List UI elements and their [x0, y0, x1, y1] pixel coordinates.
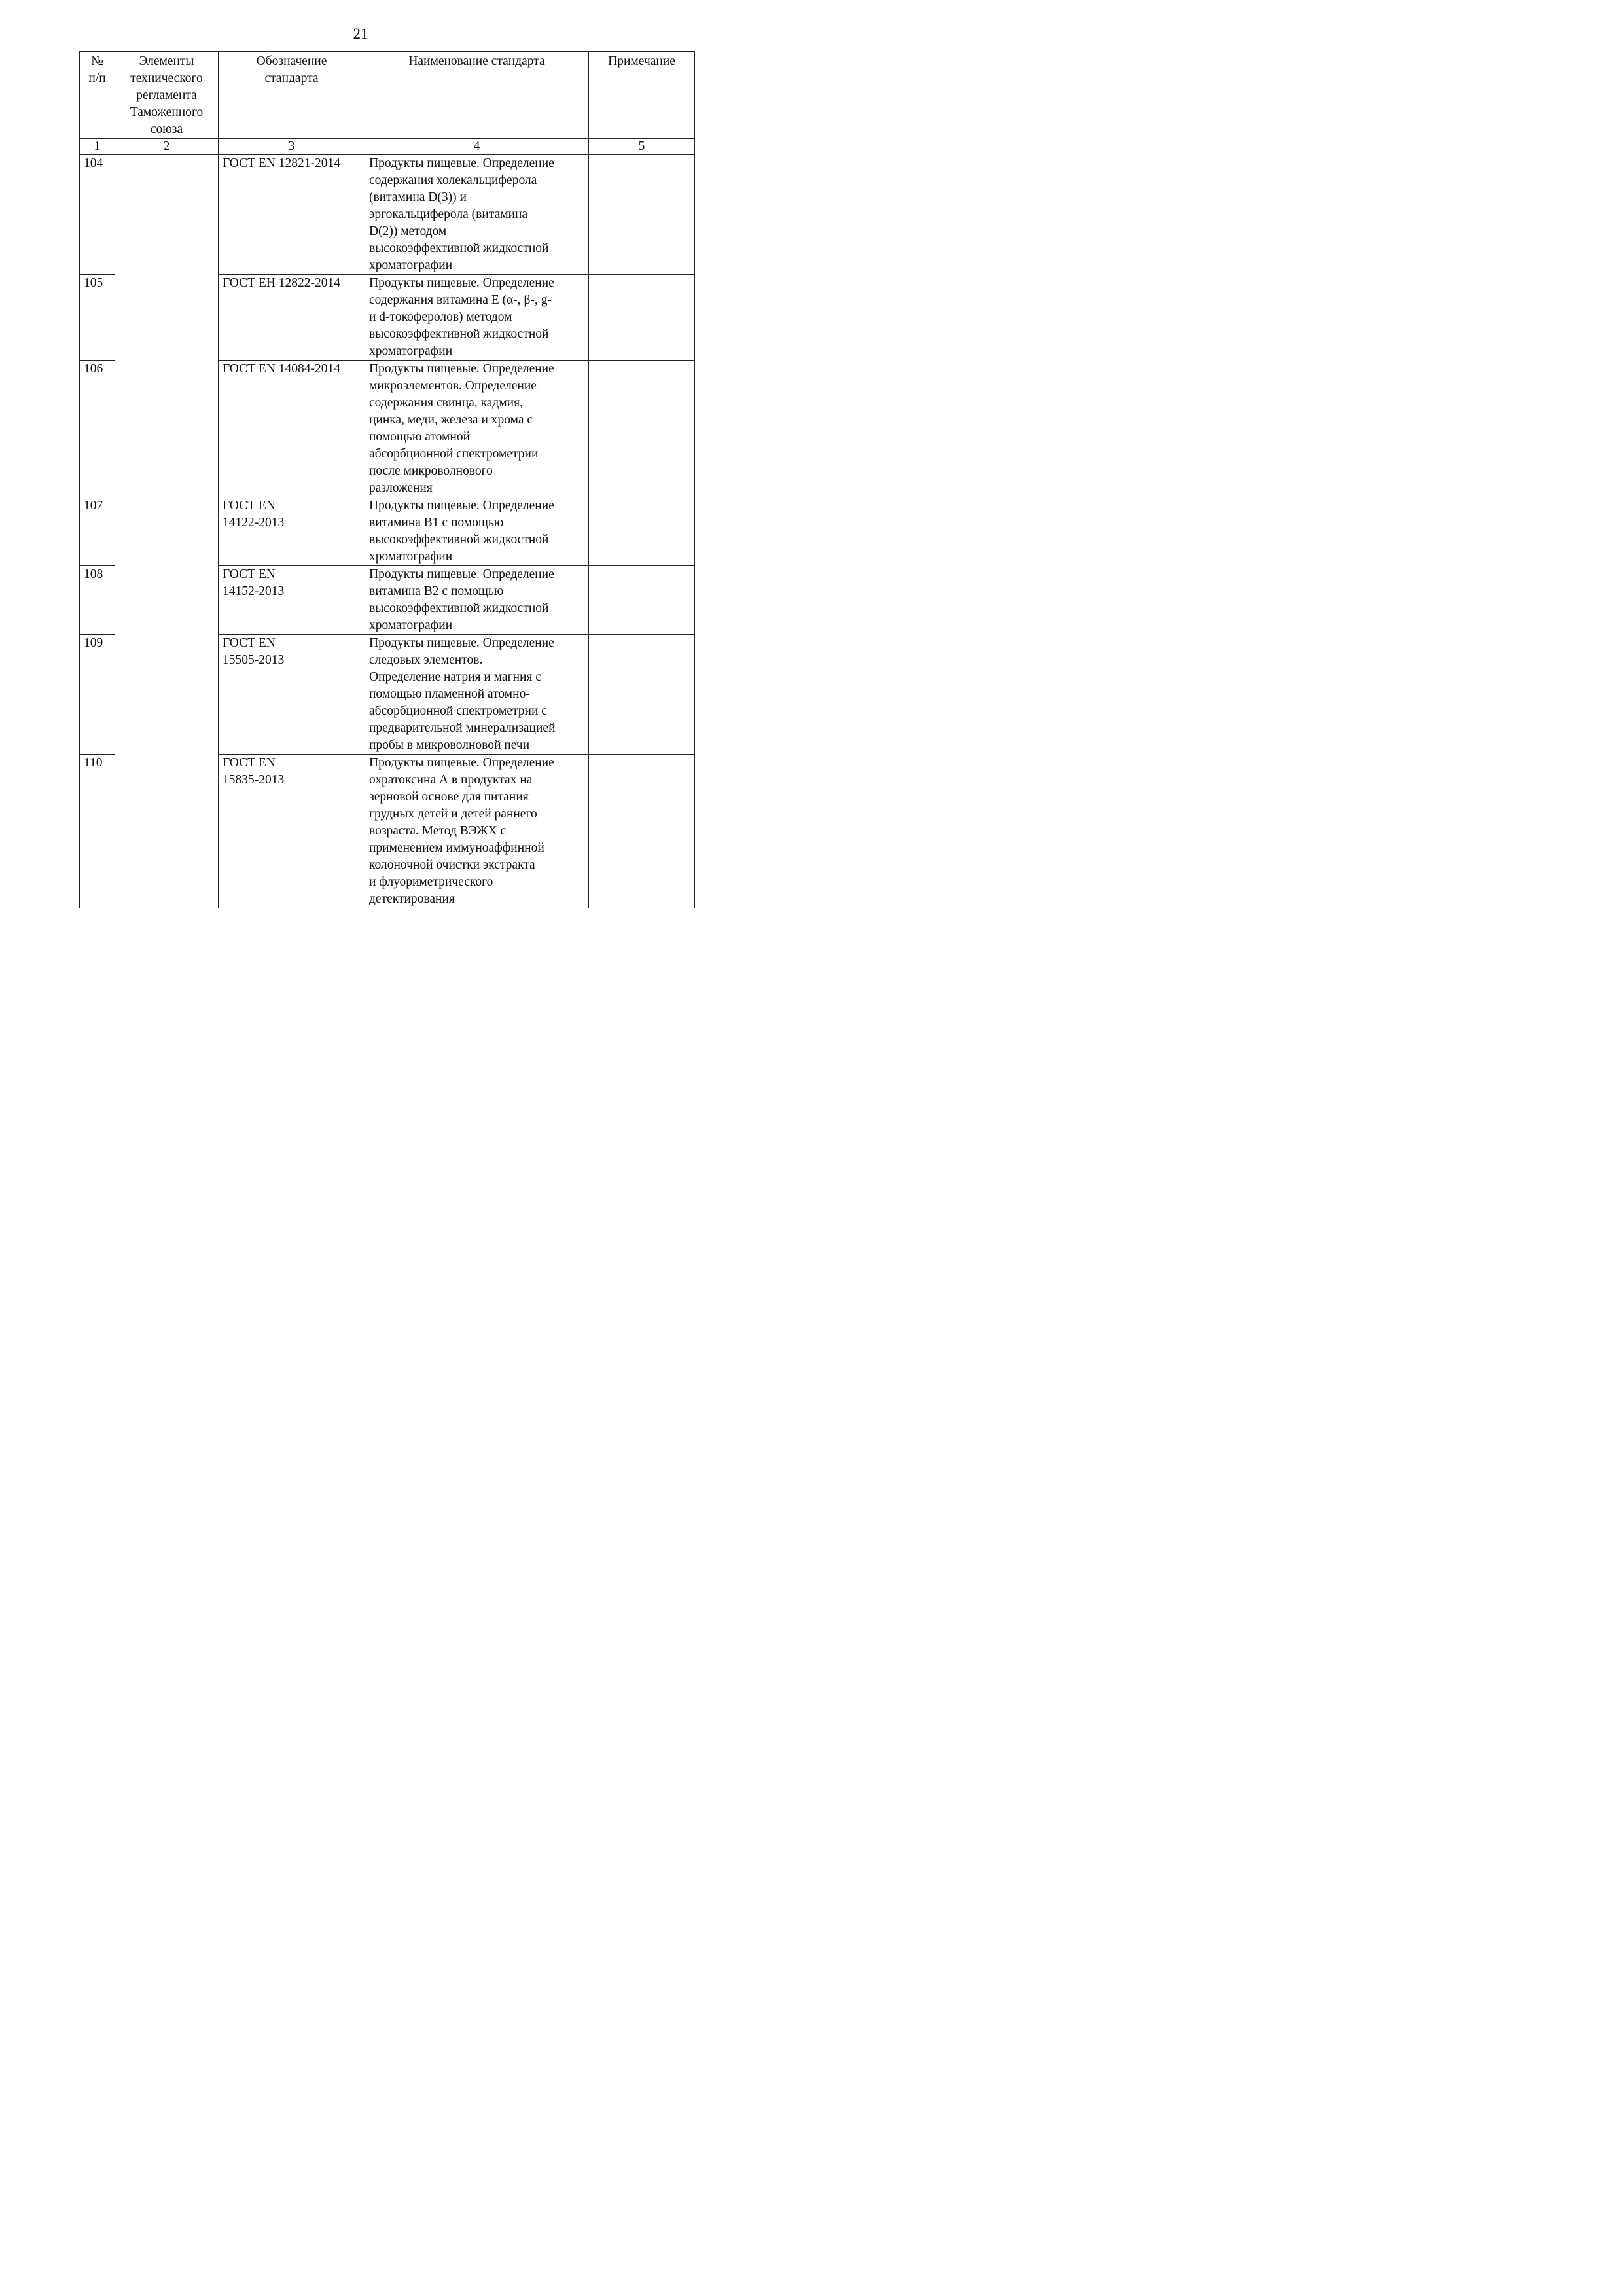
- note-cell: [589, 497, 695, 566]
- standard-name: Продукты пищевые. Определение охратоксина А в продуктах на зерновой основе для питания грудных детей и детей раннего возраста. Метод ВЭЖХ с применением иммуноаффинной колоночной очистки экстракта и флуориметрического детектирования: [365, 755, 589, 908]
- header-designation: Обозначение стандарта: [219, 52, 365, 139]
- row-number: 109: [80, 635, 115, 755]
- note-cell: [589, 755, 695, 908]
- header-elements: Элементы технического регламента Таможенного союза: [115, 52, 219, 139]
- header-name: Наименование стандарта: [365, 52, 589, 139]
- row-number: 105: [80, 275, 115, 361]
- standard-name: Продукты пищевые. Определение содержания холекальциферола (витамина D(3)) и эргокальциферола (витамина D(2)) методом высокоэффективной жидкостной хроматографии: [365, 155, 589, 275]
- note-cell: [589, 635, 695, 755]
- table-row: [80, 155, 695, 275]
- column-index: 2: [115, 139, 219, 155]
- page-number: 21: [353, 26, 368, 42]
- standard-designation: ГОСТ ЕН 12822-2014: [219, 275, 365, 361]
- note-cell: [589, 275, 695, 361]
- row-number: 107: [80, 497, 115, 566]
- table-header-row: [80, 52, 695, 139]
- column-index: 5: [589, 139, 695, 155]
- standard-name: Продукты пищевые. Определение витамина В2 с помощью высокоэффективной жидкостной хроматографии: [365, 566, 589, 635]
- standard-designation: ГОСТ EN 14084-2014: [219, 361, 365, 497]
- standard-name: Продукты пищевые. Определение витамина В1 с помощью высокоэффективной жидкостной хроматографии: [365, 497, 589, 566]
- note-cell: [589, 155, 695, 275]
- row-number: 104: [80, 155, 115, 275]
- column-index: 3: [219, 139, 365, 155]
- standard-designation: ГОСТ EN 14122-2013: [219, 497, 365, 566]
- note-cell: [589, 361, 695, 497]
- row-number: 106: [80, 361, 115, 497]
- standard-name: Продукты пищевые. Определение содержания витамина Е (α-, β-, g- и d-токоферолов) методом высокоэффективной жидкостной хроматографии: [365, 275, 589, 361]
- column-index-row: [80, 139, 695, 155]
- elements-cell: [115, 155, 219, 908]
- standard-name: Продукты пищевые. Определение микроэлементов. Определение содержания свинца, кадмия, цинка, меди, железа и хрома с помощью атомной абсорбционной спектрометрии после микроволнового разложения: [365, 361, 589, 497]
- standard-name: Продукты пищевые. Определение следовых элементов. Определение натрия и магния с помощью пламенной атомно- абсорбционной спектрометрии с предварительной минерализацией пробы в микроволновой печи: [365, 635, 589, 755]
- standard-designation: ГОСТ EN 12821-2014: [219, 155, 365, 275]
- column-index: 4: [365, 139, 589, 155]
- standards-table: [79, 51, 695, 908]
- standard-designation: ГОСТ EN 15835-2013: [219, 755, 365, 908]
- note-cell: [589, 566, 695, 635]
- standard-designation: ГОСТ EN 14152-2013: [219, 566, 365, 635]
- row-number: 110: [80, 755, 115, 908]
- column-index: 1: [80, 139, 115, 155]
- header-note: Примечание: [589, 52, 695, 139]
- row-number: 108: [80, 566, 115, 635]
- header-num: № п/п: [80, 52, 115, 139]
- standard-designation: ГОСТ EN 15505-2013: [219, 635, 365, 755]
